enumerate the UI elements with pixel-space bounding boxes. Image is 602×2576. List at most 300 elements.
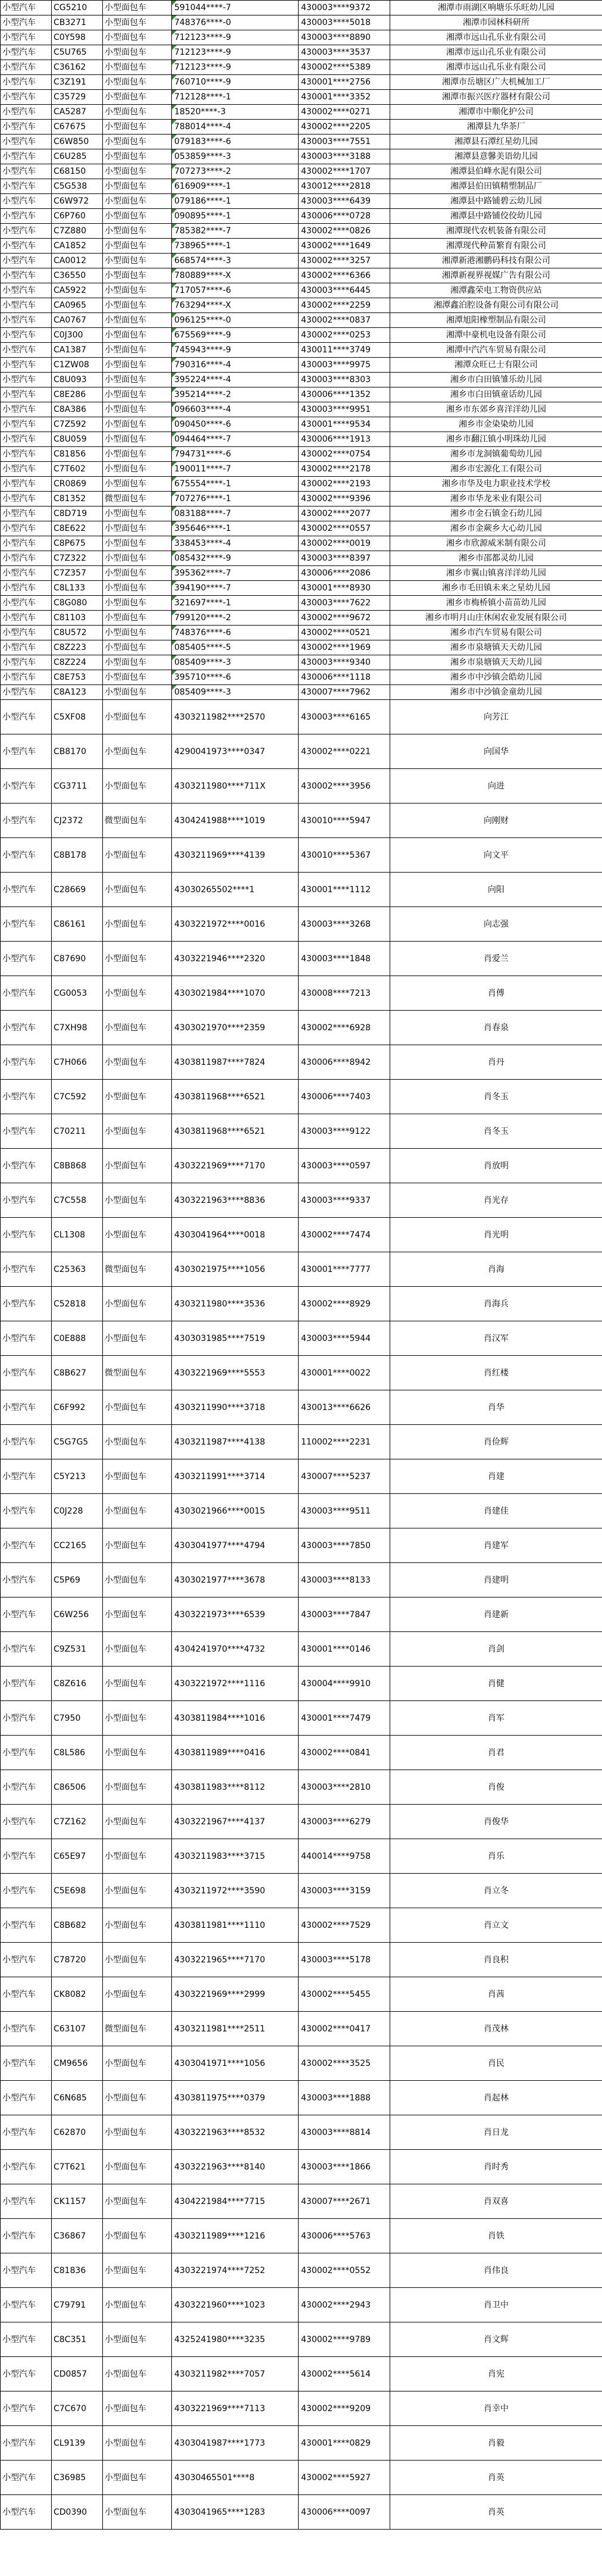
phone-number-cell: 430006****5763 bbox=[299, 2219, 390, 2253]
id-number-cell: 090450****-6 bbox=[172, 417, 299, 432]
id-number-cell: 4303221963****8532 bbox=[172, 2115, 299, 2150]
phone-number-cell: 430002****5614 bbox=[299, 2357, 390, 2391]
vehicle-type-cell: 小型汽车 bbox=[1, 1, 52, 15]
plate-number-cell: C7Z592 bbox=[52, 417, 103, 432]
table-row bbox=[1, 60, 602, 75]
phone-number-cell: 430002****2259 bbox=[299, 298, 390, 313]
plate-number-cell: C6W256 bbox=[52, 1598, 103, 1632]
owner-name-cell: 湘乡市金蕨乡大心幼儿园 bbox=[390, 521, 602, 536]
vehicle-type-cell: 小型汽车 bbox=[1, 734, 52, 769]
phone-number-cell: 430003****9511 bbox=[299, 1494, 390, 1528]
phone-number-cell: 430002****0253 bbox=[299, 328, 390, 343]
table-row bbox=[1, 2012, 602, 2046]
vehicle-kind-cell: 小型面包车 bbox=[103, 907, 172, 942]
id-number-cell: 4303221969****5553 bbox=[172, 1356, 299, 1390]
table-row bbox=[1, 873, 602, 907]
vehicle-kind-cell: 小型面包车 bbox=[103, 551, 172, 566]
plate-number-cell: CB8170 bbox=[52, 734, 103, 769]
owner-name-cell: 湘潭县中路铺碧云幼儿园 bbox=[390, 194, 602, 209]
vehicle-type-cell: 小型汽车 bbox=[1, 1701, 52, 1736]
vehicle-type-cell: 小型汽车 bbox=[1, 700, 52, 734]
vehicle-kind-cell: 小型面包车 bbox=[103, 1943, 172, 1977]
table-row bbox=[1, 283, 602, 298]
vehicle-kind-cell: 小型面包车 bbox=[103, 1632, 172, 1667]
vehicle-type-cell: 小型汽车 bbox=[1, 45, 52, 60]
phone-number-cell: 430002****0521 bbox=[299, 626, 390, 640]
phone-number-cell: 430002****5389 bbox=[299, 60, 390, 75]
plate-number-cell: C81103 bbox=[52, 611, 103, 626]
id-number-cell: 053859****-3 bbox=[172, 149, 299, 164]
phone-number-cell: 430002****5927 bbox=[299, 2461, 390, 2495]
owner-name-cell: 肖建明 bbox=[390, 1563, 602, 1598]
vehicle-type-cell: 小型汽车 bbox=[1, 596, 52, 611]
owner-name-cell: 湘潭鑫泊腔设备有限公司有限公司 bbox=[390, 298, 602, 313]
table-row bbox=[1, 1528, 602, 1563]
vehicle-type-cell: 小型汽车 bbox=[1, 1770, 52, 1805]
owner-name-cell: 湘乡市金染染幼儿园 bbox=[390, 417, 602, 432]
vehicle-type-cell: 小型汽车 bbox=[1, 477, 52, 492]
vehicle-kind-cell: 小型面包车 bbox=[103, 670, 172, 685]
vehicle-type-cell: 小型汽车 bbox=[1, 149, 52, 164]
id-number-cell: 748376****-6 bbox=[172, 626, 299, 640]
table-row bbox=[1, 596, 602, 611]
vehicle-kind-cell: 小型面包车 bbox=[103, 2115, 172, 2150]
vehicle-type-cell: 小型汽车 bbox=[1, 566, 52, 581]
phone-number-cell: 430002****0754 bbox=[299, 447, 390, 462]
owner-name-cell: 肖茂林 bbox=[390, 2012, 602, 2046]
vehicle-kind-cell: 小型面包车 bbox=[103, 135, 172, 149]
table-row bbox=[1, 907, 602, 942]
plate-number-cell: C8E286 bbox=[52, 387, 103, 402]
vehicle-type-cell: 小型汽车 bbox=[1, 402, 52, 417]
vehicle-kind-cell: 小型面包车 bbox=[103, 2391, 172, 2426]
id-number-cell: 4303211989****1216 bbox=[172, 2219, 299, 2253]
id-number-cell: 096125****-0 bbox=[172, 313, 299, 328]
phone-number-cell: 430002****3956 bbox=[299, 769, 390, 804]
vehicle-type-cell: 小型汽车 bbox=[1, 1011, 52, 1045]
vehicle-type-cell: 小型汽车 bbox=[1, 135, 52, 149]
owner-name-cell: 肖丹 bbox=[390, 1045, 602, 1080]
vehicle-kind-cell: 小型面包车 bbox=[103, 507, 172, 521]
vehicle-kind-cell: 微型面包车 bbox=[103, 492, 172, 507]
plate-number-cell: CA5287 bbox=[52, 105, 103, 120]
vehicle-type-cell: 小型汽车 bbox=[1, 1356, 52, 1390]
table-row bbox=[1, 1598, 602, 1632]
plate-number-cell: C8Z224 bbox=[52, 655, 103, 670]
plate-number-cell: C5Y213 bbox=[52, 1459, 103, 1494]
table-row bbox=[1, 1805, 602, 1839]
vehicle-kind-cell: 小型面包车 bbox=[103, 1528, 172, 1563]
owner-name-cell: 肖海 bbox=[390, 1252, 602, 1287]
id-number-cell: 760710****-9 bbox=[172, 75, 299, 90]
phone-number-cell: 430001****9534 bbox=[299, 417, 390, 432]
vehicle-kind-cell: 小型面包车 bbox=[103, 1390, 172, 1425]
vehicle-kind-cell: 小型面包车 bbox=[103, 685, 172, 700]
owner-name-cell: 肖建佳 bbox=[390, 1494, 602, 1528]
table-row bbox=[1, 30, 602, 45]
vehicle-type-cell: 小型汽车 bbox=[1, 298, 52, 313]
vehicle-kind-cell: 小型面包车 bbox=[103, 1736, 172, 1770]
plate-number-cell: C8G080 bbox=[52, 596, 103, 611]
id-number-cell: 4303211982****2570 bbox=[172, 700, 299, 734]
id-number-cell: 591044****-7 bbox=[172, 1, 299, 15]
table-row bbox=[1, 313, 602, 328]
id-number-cell: 43030265502****1 bbox=[172, 873, 299, 907]
id-number-cell: 675554****-1 bbox=[172, 477, 299, 492]
id-number-cell: 18520****-3 bbox=[172, 105, 299, 120]
plate-number-cell: C7C592 bbox=[52, 1080, 103, 1114]
id-number-cell: 668574****-3 bbox=[172, 254, 299, 268]
plate-number-cell: CM9656 bbox=[52, 2046, 103, 2081]
vehicle-type-cell: 小型汽车 bbox=[1, 1425, 52, 1459]
owner-name-cell: 向志强 bbox=[390, 907, 602, 942]
id-number-cell: 4303211981****2511 bbox=[172, 2012, 299, 2046]
table-row bbox=[1, 2115, 602, 2150]
plate-number-cell: C6U285 bbox=[52, 149, 103, 164]
id-number-cell: 4303221974****7252 bbox=[172, 2253, 299, 2288]
phone-number-cell: 430002****2943 bbox=[299, 2288, 390, 2322]
table-row bbox=[1, 328, 602, 343]
id-number-cell: 096603****-4 bbox=[172, 402, 299, 417]
plate-number-cell: C5XF08 bbox=[52, 700, 103, 734]
vehicle-type-cell: 小型汽车 bbox=[1, 30, 52, 45]
table-row bbox=[1, 734, 602, 769]
table-row bbox=[1, 268, 602, 283]
phone-number-cell: 430003****6445 bbox=[299, 283, 390, 298]
vehicle-type-cell: 小型汽车 bbox=[1, 268, 52, 283]
phone-number-cell: 430001****8930 bbox=[299, 581, 390, 596]
vehicle-kind-cell: 小型面包车 bbox=[103, 1080, 172, 1114]
plate-number-cell: C5P69 bbox=[52, 1563, 103, 1598]
id-number-cell: 085409****-3 bbox=[172, 685, 299, 700]
plate-number-cell: C81856 bbox=[52, 447, 103, 462]
owner-name-cell: 肖日龙 bbox=[390, 2115, 602, 2150]
vehicle-type-cell: 小型汽车 bbox=[1, 2426, 52, 2461]
id-number-cell: 4303211982****7057 bbox=[172, 2357, 299, 2391]
vehicle-kind-cell: 小型面包车 bbox=[103, 640, 172, 655]
plate-number-cell: C7C558 bbox=[52, 1183, 103, 1218]
id-number-cell: 083188****-7 bbox=[172, 507, 299, 521]
vehicle-type-cell: 小型汽车 bbox=[1, 626, 52, 640]
vehicle-kind-cell: 小型面包车 bbox=[103, 239, 172, 254]
vehicle-kind-cell: 小型面包车 bbox=[103, 120, 172, 135]
owner-name-cell: 肖双喜 bbox=[390, 2184, 602, 2219]
vehicle-type-cell: 小型汽车 bbox=[1, 15, 52, 30]
id-number-cell: 4303811975****0379 bbox=[172, 2081, 299, 2115]
vehicle-type-cell: 小型汽车 bbox=[1, 194, 52, 209]
plate-number-cell: CA0767 bbox=[52, 313, 103, 328]
vehicle-type-cell: 小型汽车 bbox=[1, 1218, 52, 1252]
phone-number-cell: 430003****8397 bbox=[299, 551, 390, 566]
vehicle-type-cell: 小型汽车 bbox=[1, 1667, 52, 1701]
id-number-cell: 738965****-1 bbox=[172, 239, 299, 254]
table-row bbox=[1, 447, 602, 462]
phone-number-cell: 430006****8942 bbox=[299, 1045, 390, 1080]
table-row bbox=[1, 1287, 602, 1321]
table-row bbox=[1, 1667, 602, 1701]
id-number-cell: 395646****-1 bbox=[172, 521, 299, 536]
table-row bbox=[1, 75, 602, 90]
id-number-cell: 790316****-4 bbox=[172, 358, 299, 373]
phone-number-cell: 430011****3749 bbox=[299, 343, 390, 358]
vehicle-kind-cell: 小型面包车 bbox=[103, 1701, 172, 1736]
id-number-cell: 4303221963****8836 bbox=[172, 1183, 299, 1218]
phone-number-cell: 430006****0097 bbox=[299, 2495, 390, 2530]
vehicle-kind-cell: 小型面包车 bbox=[103, 2357, 172, 2391]
id-number-cell: 4303221972****1116 bbox=[172, 1667, 299, 1701]
plate-number-cell: C8L586 bbox=[52, 1736, 103, 1770]
id-number-cell: 4303811987****7824 bbox=[172, 1045, 299, 1080]
table-row bbox=[1, 15, 602, 30]
plate-number-cell: C35729 bbox=[52, 90, 103, 105]
phone-number-cell: 430002****2178 bbox=[299, 462, 390, 477]
vehicle-kind-cell: 小型面包车 bbox=[103, 1977, 172, 2012]
table-row bbox=[1, 1390, 602, 1425]
id-number-cell: 4303211972****3590 bbox=[172, 1874, 299, 1908]
plate-number-cell: CR0869 bbox=[52, 477, 103, 492]
vehicle-kind-cell: 小型面包车 bbox=[103, 387, 172, 402]
vehicle-type-cell: 小型汽车 bbox=[1, 1874, 52, 1908]
owner-name-cell: 湘乡市白田镇童话幼儿园 bbox=[390, 387, 602, 402]
vehicle-type-cell: 小型汽车 bbox=[1, 521, 52, 536]
vehicle-type-cell: 小型汽车 bbox=[1, 90, 52, 105]
vehicle-type-cell: 小型汽车 bbox=[1, 2495, 52, 2530]
plate-number-cell: CD0390 bbox=[52, 2495, 103, 2530]
phone-number-cell: 430001****7479 bbox=[299, 1701, 390, 1736]
vehicle-type-cell: 小型汽车 bbox=[1, 873, 52, 907]
vehicle-type-cell: 小型汽车 bbox=[1, 373, 52, 387]
phone-number-cell: 430010****5367 bbox=[299, 838, 390, 873]
vehicle-kind-cell: 小型面包车 bbox=[103, 432, 172, 447]
id-number-cell: 712123****-9 bbox=[172, 45, 299, 60]
phone-number-cell: 430007****5237 bbox=[299, 1459, 390, 1494]
vehicle-kind-cell: 微型面包车 bbox=[103, 804, 172, 838]
vehicle-kind-cell: 小型面包车 bbox=[103, 734, 172, 769]
owner-name-cell: 向芳江 bbox=[390, 700, 602, 734]
id-number-cell: 094464****-7 bbox=[172, 432, 299, 447]
vehicle-type-cell: 小型汽车 bbox=[1, 1390, 52, 1425]
phone-number-cell: 430002****6928 bbox=[299, 1011, 390, 1045]
owner-name-cell: 湘乡市泉塘镇天天幼儿园 bbox=[390, 640, 602, 655]
phone-number-cell: 430002****6366 bbox=[299, 268, 390, 283]
vehicle-type-cell: 小型汽车 bbox=[1, 1908, 52, 1943]
table-body bbox=[1, 1, 602, 2530]
table-row bbox=[1, 1701, 602, 1736]
plate-number-cell: C65E97 bbox=[52, 1839, 103, 1874]
table-row bbox=[1, 1459, 602, 1494]
owner-name-cell: 湘乡市梅桥镇小苗苗幼儿园 bbox=[390, 596, 602, 611]
phone-number-cell: 430012****2818 bbox=[299, 179, 390, 194]
table-row bbox=[1, 432, 602, 447]
vehicle-kind-cell: 小型面包车 bbox=[103, 1, 172, 15]
id-number-cell: 745943****-9 bbox=[172, 343, 299, 358]
id-number-cell: 4303031985****7519 bbox=[172, 1321, 299, 1356]
vehicle-kind-cell: 小型面包车 bbox=[103, 596, 172, 611]
phone-number-cell: 430007****2671 bbox=[299, 2184, 390, 2219]
table-row bbox=[1, 1908, 602, 1943]
plate-number-cell: CG5210 bbox=[52, 1, 103, 15]
vehicle-type-cell: 小型汽车 bbox=[1, 769, 52, 804]
owner-name-cell: 肖良积 bbox=[390, 1943, 602, 1977]
phone-number-cell: 430003****3268 bbox=[299, 907, 390, 942]
plate-number-cell: C52818 bbox=[52, 1287, 103, 1321]
phone-number-cell: 430003****1866 bbox=[299, 2150, 390, 2184]
plate-number-cell: C7C670 bbox=[52, 2391, 103, 2426]
vehicle-type-cell: 小型汽车 bbox=[1, 432, 52, 447]
id-number-cell: 712128****-1 bbox=[172, 90, 299, 105]
plate-number-cell: C8A123 bbox=[52, 685, 103, 700]
owner-name-cell: 肖华 bbox=[390, 1390, 602, 1425]
phone-number-cell: 430003****5178 bbox=[299, 1943, 390, 1977]
table-row bbox=[1, 387, 602, 402]
vehicle-type-cell: 小型汽车 bbox=[1, 976, 52, 1011]
table-row bbox=[1, 2357, 602, 2391]
vehicle-kind-cell: 小型面包车 bbox=[103, 268, 172, 283]
table-row bbox=[1, 477, 602, 492]
vehicle-type-cell: 小型汽车 bbox=[1, 1839, 52, 1874]
vehicle-kind-cell: 小型面包车 bbox=[103, 1563, 172, 1598]
plate-number-cell: C0J228 bbox=[52, 1494, 103, 1528]
owner-name-cell: 湘潭市岳塘区广大机械加工厂 bbox=[390, 75, 602, 90]
owner-name-cell: 湘乡市泉塘镇天天幼儿园 bbox=[390, 655, 602, 670]
vehicle-kind-cell: 微型面包车 bbox=[103, 1356, 172, 1390]
plate-number-cell: C8A386 bbox=[52, 402, 103, 417]
vehicle-type-cell: 小型汽车 bbox=[1, 2322, 52, 2357]
id-number-cell: 4303811968****6521 bbox=[172, 1080, 299, 1114]
id-number-cell: 4303211980****3536 bbox=[172, 1287, 299, 1321]
phone-number-cell: 430002****2193 bbox=[299, 477, 390, 492]
id-number-cell: 4303211980****711X bbox=[172, 769, 299, 804]
vehicle-kind-cell: 小型面包车 bbox=[103, 1667, 172, 1701]
owner-name-cell: 湘乡市华龙米业有限公司 bbox=[390, 492, 602, 507]
plate-number-cell: C8U572 bbox=[52, 626, 103, 640]
vehicle-kind-cell: 小型面包车 bbox=[103, 2219, 172, 2253]
owner-name-cell: 湘乡市欣源威米制有限公司 bbox=[390, 536, 602, 551]
phone-number-cell: 430003****9122 bbox=[299, 1114, 390, 1149]
plate-number-cell: CJ2372 bbox=[52, 804, 103, 838]
vehicle-kind-cell: 小型面包车 bbox=[103, 254, 172, 268]
id-number-cell: 785382****-7 bbox=[172, 224, 299, 239]
owner-name-cell: 湘潭县中路铺佼佼幼儿园 bbox=[390, 209, 602, 224]
plate-number-cell: C7T621 bbox=[52, 2150, 103, 2184]
plate-number-cell: C8B627 bbox=[52, 1356, 103, 1390]
vehicle-kind-cell: 小型面包车 bbox=[103, 283, 172, 298]
owner-name-cell: 肖汉军 bbox=[390, 1321, 602, 1356]
vehicle-type-cell: 小型汽车 bbox=[1, 942, 52, 976]
owner-name-cell: 肖卫中 bbox=[390, 2288, 602, 2322]
phone-number-cell: 430001****7777 bbox=[299, 1252, 390, 1287]
plate-number-cell: C36867 bbox=[52, 2219, 103, 2253]
table-row bbox=[1, 1183, 602, 1218]
owner-name-cell: 肖乐 bbox=[390, 1839, 602, 1874]
table-row bbox=[1, 135, 602, 149]
table-row bbox=[1, 1, 602, 15]
table-row bbox=[1, 358, 602, 373]
plate-number-cell: CA0965 bbox=[52, 298, 103, 313]
table-row bbox=[1, 1011, 602, 1045]
vehicle-type-cell: 小型汽车 bbox=[1, 611, 52, 626]
owner-name-cell: 湘乡市翼山镇喜洋洋幼儿园 bbox=[390, 566, 602, 581]
vehicle-type-cell: 小型汽车 bbox=[1, 1632, 52, 1667]
plate-number-cell: CB3271 bbox=[52, 15, 103, 30]
plate-number-cell: C63107 bbox=[52, 2012, 103, 2046]
vehicle-kind-cell: 小型面包车 bbox=[103, 1770, 172, 1805]
owner-name-cell: 肖铁 bbox=[390, 2219, 602, 2253]
phone-number-cell: 430002****0841 bbox=[299, 1736, 390, 1770]
vehicle-type-cell: 小型汽车 bbox=[1, 1563, 52, 1598]
owner-name-cell: 湘潭市中顺化护公司 bbox=[390, 105, 602, 120]
owner-name-cell: 向国华 bbox=[390, 734, 602, 769]
owner-name-cell: 湘潭新视界视媒广告有限公司 bbox=[390, 268, 602, 283]
phone-number-cell: 430001****1112 bbox=[299, 873, 390, 907]
table-row bbox=[1, 2391, 602, 2426]
vehicle-type-cell: 小型汽车 bbox=[1, 462, 52, 477]
phone-number-cell: 430002****3257 bbox=[299, 254, 390, 268]
id-number-cell: 4303221967****4137 bbox=[172, 1805, 299, 1839]
vehicle-kind-cell: 小型面包车 bbox=[103, 1839, 172, 1874]
vehicle-type-cell: 小型汽车 bbox=[1, 120, 52, 135]
vehicle-kind-cell: 小型面包车 bbox=[103, 1114, 172, 1149]
phone-number-cell: 430003****7622 bbox=[299, 596, 390, 611]
plate-number-cell: CG3711 bbox=[52, 769, 103, 804]
id-number-cell: 4303221969****2999 bbox=[172, 1977, 299, 2012]
table-row bbox=[1, 462, 602, 477]
plate-number-cell: C8E622 bbox=[52, 521, 103, 536]
plate-number-cell: C81352 bbox=[52, 492, 103, 507]
vehicle-kind-cell: 小型面包车 bbox=[103, 1011, 172, 1045]
plate-number-cell: C7Z322 bbox=[52, 551, 103, 566]
table-row bbox=[1, 1425, 602, 1459]
id-number-cell: 788014****-4 bbox=[172, 120, 299, 135]
id-number-cell: 394190****-7 bbox=[172, 581, 299, 596]
owner-name-cell: 肖宪 bbox=[390, 2357, 602, 2391]
table-row bbox=[1, 2495, 602, 2530]
vehicle-type-cell: 小型汽车 bbox=[1, 447, 52, 462]
phone-number-cell: 430002****3525 bbox=[299, 2046, 390, 2081]
phone-number-cell: 430013****6626 bbox=[299, 1390, 390, 1425]
plate-number-cell: CK1157 bbox=[52, 2184, 103, 2219]
vehicle-kind-cell: 小型面包车 bbox=[103, 1874, 172, 1908]
owner-name-cell: 肖君 bbox=[390, 1736, 602, 1770]
table-row bbox=[1, 976, 602, 1011]
vehicle-kind-cell: 小型面包车 bbox=[103, 655, 172, 670]
plate-number-cell: C3Z191 bbox=[52, 75, 103, 90]
plate-number-cell: C7Z880 bbox=[52, 224, 103, 239]
table-row bbox=[1, 373, 602, 387]
phone-number-cell: 430002****0221 bbox=[299, 734, 390, 769]
phone-number-cell: 430002****2205 bbox=[299, 120, 390, 135]
table-row bbox=[1, 343, 602, 358]
table-row bbox=[1, 700, 602, 734]
phone-number-cell: 430008****7213 bbox=[299, 976, 390, 1011]
plate-number-cell: C9Z531 bbox=[52, 1632, 103, 1667]
plate-number-cell: C6P760 bbox=[52, 209, 103, 224]
vehicle-kind-cell: 小型面包车 bbox=[103, 2322, 172, 2357]
table-row bbox=[1, 838, 602, 873]
table-row bbox=[1, 2150, 602, 2184]
owner-name-cell: 湘乡市白田镇雏乐幼儿园 bbox=[390, 373, 602, 387]
vehicle-type-cell: 小型汽车 bbox=[1, 1943, 52, 1977]
vehicle-type-cell: 小型汽车 bbox=[1, 417, 52, 432]
plate-number-cell: C8L133 bbox=[52, 581, 103, 596]
id-number-cell: 395362****-7 bbox=[172, 566, 299, 581]
vehicle-type-cell: 小型汽车 bbox=[1, 536, 52, 551]
id-number-cell: 4290041973****0347 bbox=[172, 734, 299, 769]
table-row bbox=[1, 224, 602, 239]
id-number-cell: 4303221969****7170 bbox=[172, 1149, 299, 1183]
owner-name-cell: 湘乡市华及电力职业技术学校 bbox=[390, 477, 602, 492]
vehicle-type-cell: 小型汽车 bbox=[1, 1183, 52, 1218]
